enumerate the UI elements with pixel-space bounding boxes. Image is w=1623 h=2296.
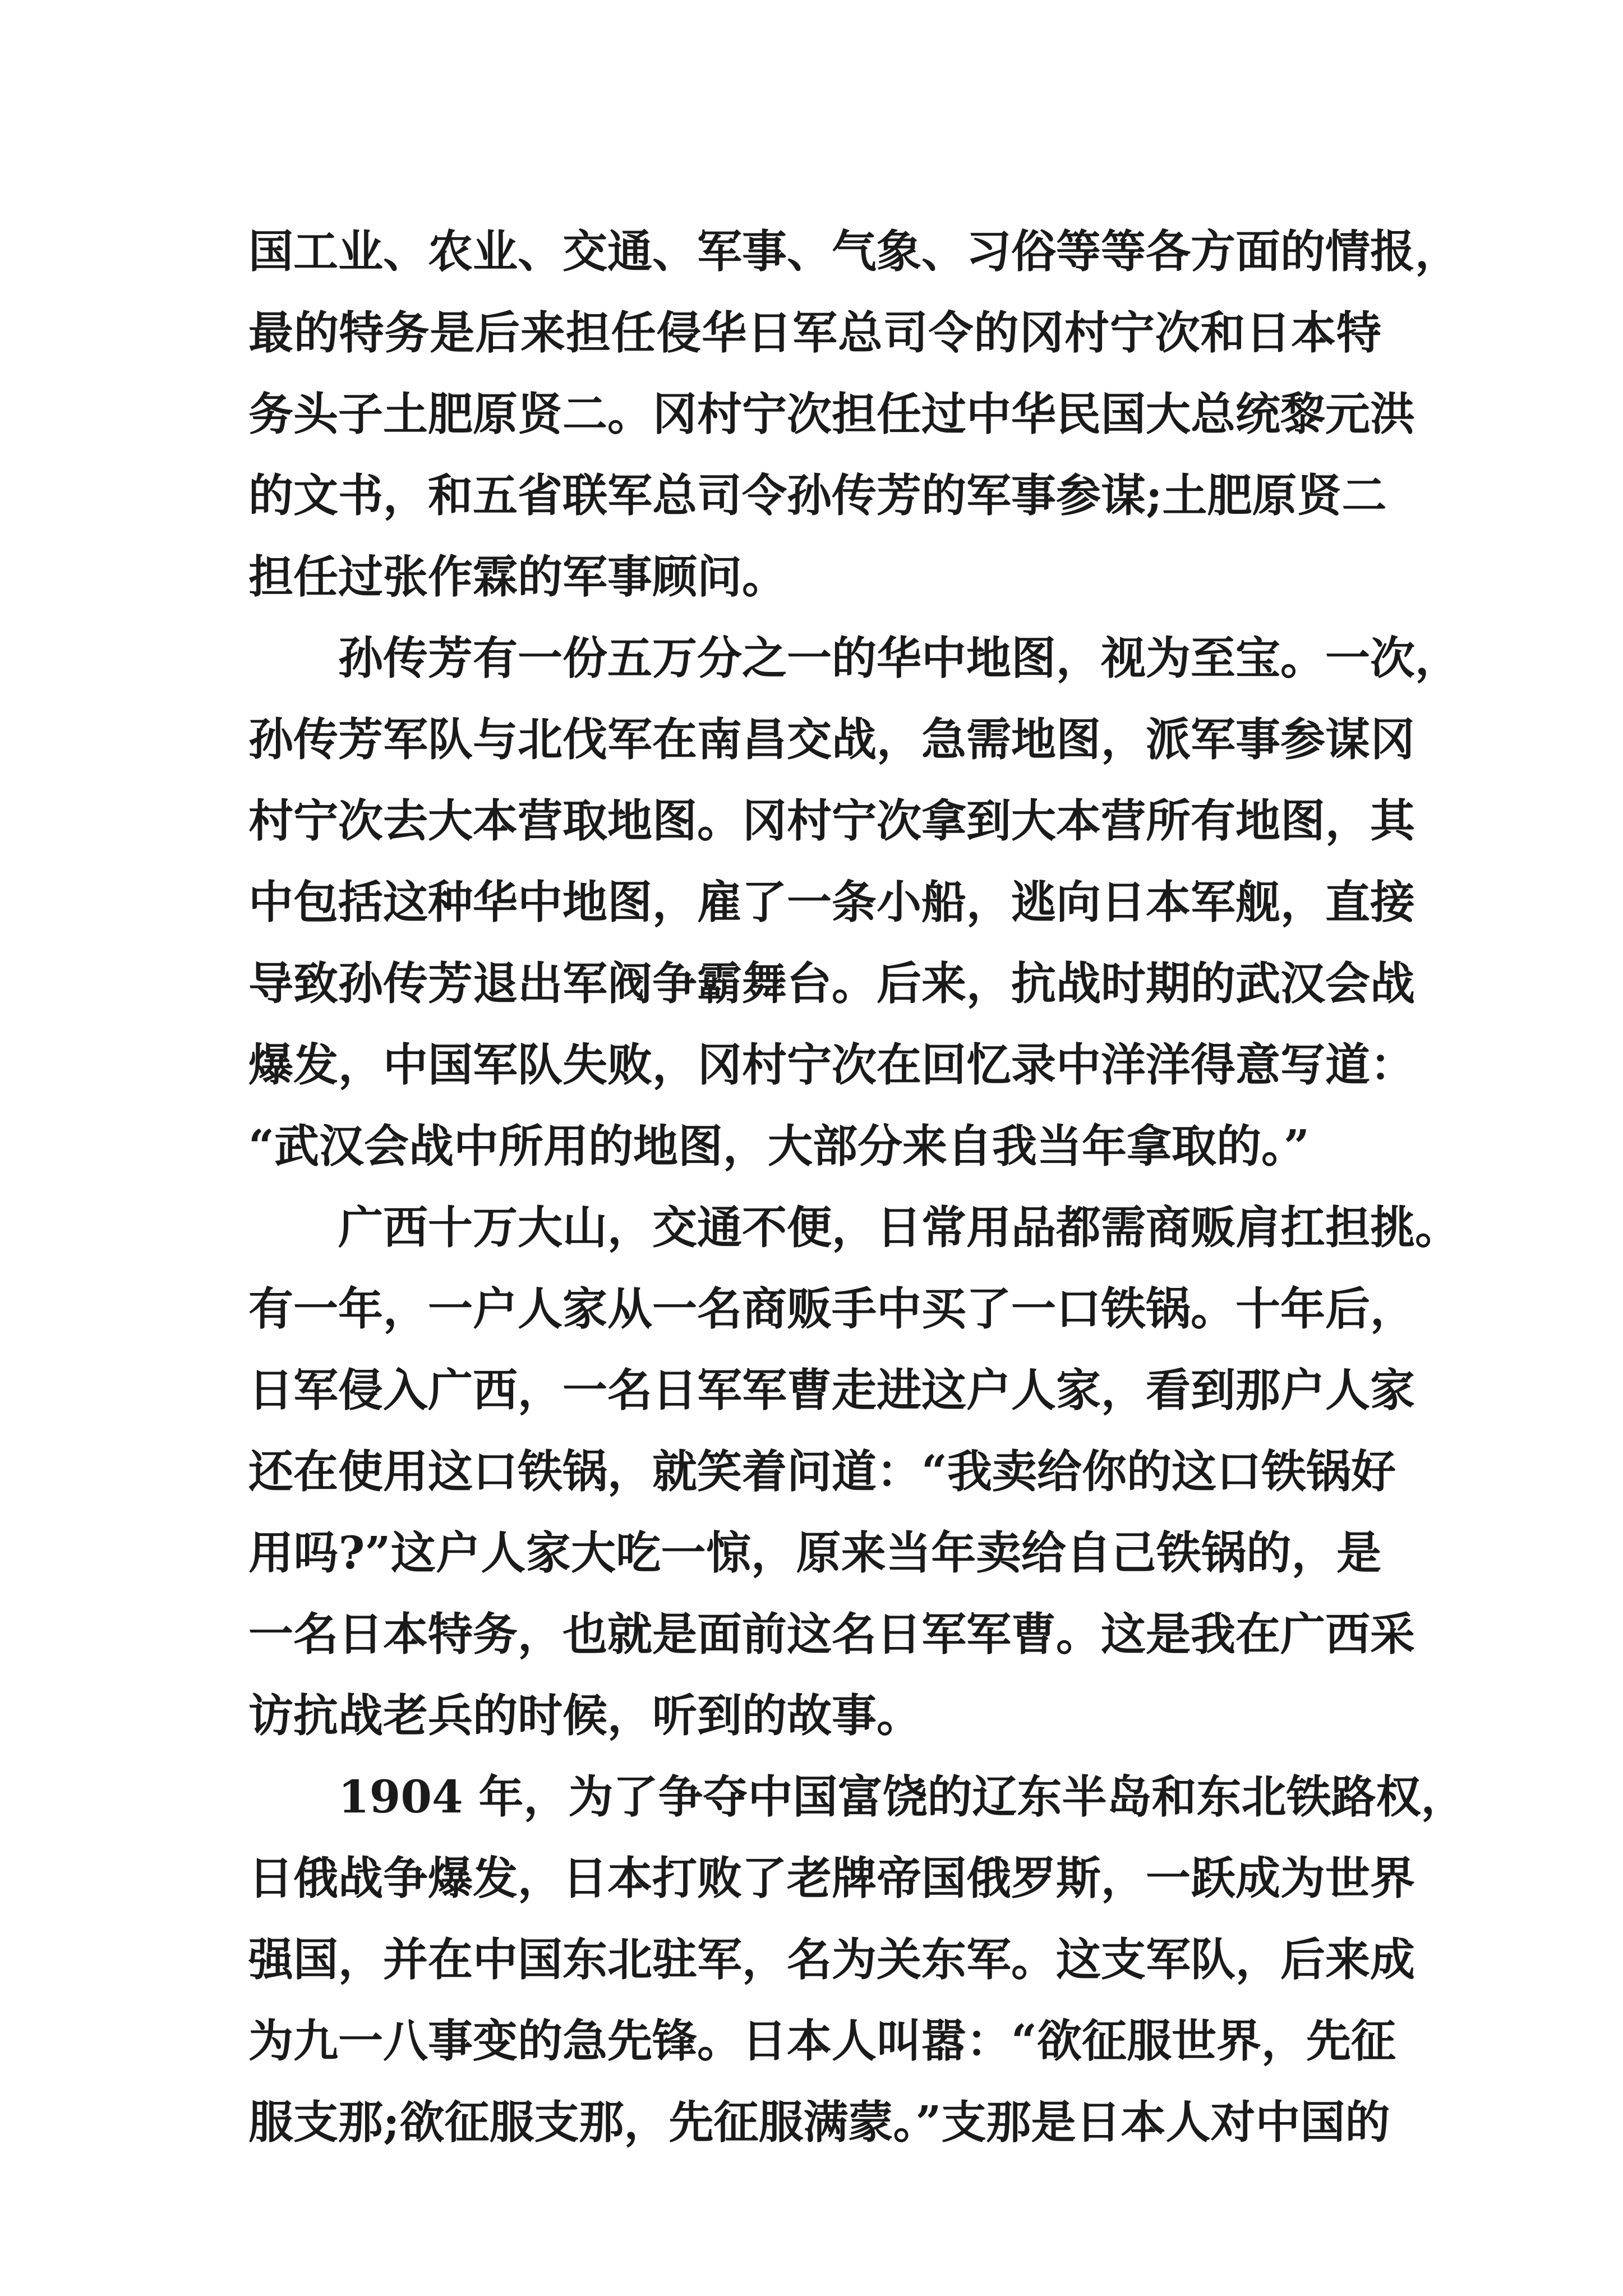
paragraph-4 bbox=[248, 1756, 1466, 2163]
text-line: 还在使用这口铁锅，就笑着问道：“我卖给你的这口铁锅好 bbox=[248, 1445, 1396, 1498]
text-line: 孙传芳军队与北伐军在南昌交战，急需地图，派军事参谋冈 bbox=[248, 713, 1415, 766]
text-line: 有一年，一户人家从一名商贩手中买了一口铁锅。十年后， bbox=[248, 1282, 1415, 1335]
text-line: 村宁次去大本营取地图。冈村宁次拿到大本营所有地图，其 bbox=[248, 794, 1415, 847]
text-line: 1904 年，为了争夺中国富饶的辽东半岛和东北铁路权， bbox=[338, 1770, 1466, 1823]
text-line: 广西十万大山，交通不便，日常用品都需商贩肩扛担挑。 bbox=[338, 1201, 1460, 1254]
text-line: 导致孙传芳退出军阀争霸舞台。后来，抗战时期的武汉会战 bbox=[248, 957, 1415, 1010]
body-text bbox=[248, 211, 1466, 2163]
text-line: 国工业、农业、交通、军事、气象、习俗等等各方面的情报， bbox=[248, 225, 1460, 278]
text-line: 务头子土肥原贤二。冈村宁次担任过中华民国大总统黎元洪 bbox=[248, 388, 1415, 440]
text-line: 访抗战老兵的时候，听到的故事。 bbox=[248, 1689, 921, 1742]
text-line: 为九一八事变的急先锋。日本人叫嚣：“欲征服世界，先征 bbox=[248, 2014, 1396, 2067]
paragraph-3 bbox=[248, 1187, 1460, 1756]
text-line: 用吗?”这户人家大吃一惊，原来当年卖给自己铁锅的，是 bbox=[248, 1526, 1381, 1579]
text-line: 的文书，和五省联军总司令孙传芳的军事参谋;土肥原贤二 bbox=[248, 469, 1387, 522]
paragraph-2 bbox=[248, 618, 1460, 1187]
text-line: 一名日本特务，也就是面前这名日军军曹。这是我在广西采 bbox=[248, 1608, 1415, 1660]
text-line: “武汉会战中所用的地图，大部分来自我当年拿取的。” bbox=[248, 1120, 1310, 1172]
text-line: 最的特务是后来担任侵华日军总司令的冈村宁次和日本特 bbox=[248, 306, 1381, 359]
text-line: 担任过张作霖的军事顾问。 bbox=[248, 550, 787, 603]
text-line: 孙传芳有一份五万分之一的华中地图，视为至宝。一次， bbox=[338, 632, 1460, 684]
text-line: 日俄战争爆发，日本打败了老牌帝国俄罗斯，一跃成为世界 bbox=[248, 1852, 1415, 1904]
text-line: 服支那;欲征服支那，先征服满蒙。”支那是日本人对中国的 bbox=[248, 2096, 1390, 2148]
text-line: 日军侵入广西，一名日军军曹走进这户人家，看到那户人家 bbox=[248, 1364, 1415, 1416]
paragraph-1 bbox=[248, 211, 1460, 618]
text-line: 强国，并在中国东北驻军，名为关东军。这支军队，后来成 bbox=[248, 1933, 1415, 1986]
text-line: 中包括这种华中地图，雇了一条小船，逃向日本军舰，直接 bbox=[248, 876, 1415, 928]
text-line: 爆发，中国军队失败，冈村宁次在回忆录中洋洋得意写道： bbox=[248, 1038, 1415, 1091]
